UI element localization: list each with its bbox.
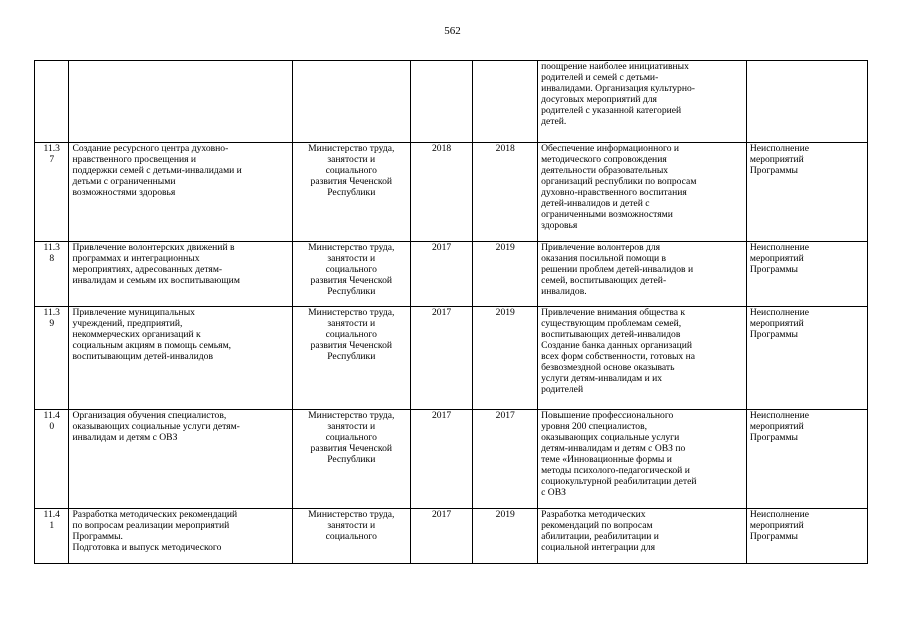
table-row	[35, 509, 868, 564]
cell-end-year	[473, 143, 538, 242]
cell-activity	[69, 242, 292, 307]
cell-text-line: нравственного просвещения и	[72, 154, 197, 165]
cell-text-line: 8	[49, 253, 55, 264]
cell-number	[35, 307, 69, 410]
cell-text-line: теме «Инновационные формы и	[541, 454, 672, 465]
cell-text-line: Создание банка данных организаций	[541, 340, 692, 351]
cell-end-year	[473, 61, 538, 143]
cell-text-line: мероприятий	[749, 253, 804, 264]
cell-text-line: мероприятий	[749, 520, 804, 531]
cell-text-line: развития Чеченской	[310, 176, 393, 187]
cell-number	[35, 61, 69, 143]
cell-text-line: организаций республики по вопросам	[541, 176, 697, 187]
cell-end-year	[473, 410, 538, 509]
cell-text-line: Разработка методических рекомендаций	[72, 509, 238, 520]
cell-start-year	[410, 61, 473, 143]
cell-text-line: социального	[325, 165, 377, 176]
cell-text-line: рекомендаций по вопросам	[541, 520, 653, 531]
cell-text-line: с ОВЗ	[541, 487, 566, 498]
cell-text-line: Привлечение волонтеров для	[541, 242, 661, 253]
cell-text-line: Министерство труда,	[308, 509, 395, 520]
cell-text-line: Министерство труда,	[308, 143, 395, 154]
cell-number	[35, 509, 69, 564]
cell-text-line: 2019	[495, 509, 515, 520]
cell-text-line: родителей с указанной категорией	[541, 105, 682, 116]
program-activities-table	[34, 60, 868, 564]
cell-executor	[292, 143, 410, 242]
cell-text-line: Привлечение внимания общества к	[541, 307, 686, 318]
cell-text-line: абилитации, реабилитации и	[541, 531, 659, 542]
cell-text-line: Республики	[327, 351, 376, 362]
cell-text-line: развития Чеченской	[310, 443, 393, 454]
cell-activity	[69, 307, 292, 410]
cell-text-line: мероприятий	[749, 421, 804, 432]
cell-text-line: методического сопровождения	[541, 154, 667, 165]
cell-consequences	[746, 509, 867, 564]
cell-text-line: Программы	[749, 329, 798, 340]
cell-text-line: 11.3	[43, 143, 60, 154]
cell-text-line: Организация обучения специалистов,	[72, 410, 227, 421]
cell-start-year	[410, 143, 473, 242]
cell-activity	[69, 410, 292, 509]
page-number: 562	[444, 25, 461, 37]
cell-text-line: занятости и	[327, 318, 376, 329]
cell-text-line: Неисполнение	[749, 410, 809, 421]
cell-text-line: духовно-нравственного воспитания	[541, 187, 687, 198]
table-body	[35, 61, 868, 564]
table-row	[35, 307, 868, 410]
cell-text-line: 2017	[431, 410, 452, 421]
cell-executor	[292, 242, 410, 307]
cell-text-line: социального	[325, 531, 377, 542]
cell-text-line: занятости и	[327, 421, 376, 432]
cell-text-line: Подготовка и выпуск методического	[72, 542, 222, 553]
cell-text-line: родителей	[541, 384, 584, 395]
cell-text-line: уровня 200 специалистов,	[541, 421, 647, 432]
cell-text-line: оказания посильной помощи в	[541, 253, 667, 264]
cell-text-line: досуговых мероприятий для	[541, 94, 657, 105]
cell-end-year	[473, 242, 538, 307]
cell-text-line: оказывающих социальные услуги	[541, 432, 680, 443]
cell-text-line: некоммерческих организаций к	[72, 329, 201, 340]
cell-consequences	[746, 410, 867, 509]
cell-expected-result	[538, 242, 747, 307]
cell-text-line: 2017	[431, 307, 452, 318]
cell-consequences	[746, 61, 867, 143]
cell-text-line: 2017	[431, 242, 452, 253]
cell-start-year	[410, 509, 473, 564]
cell-expected-result	[538, 61, 747, 143]
cell-text-line: воспитывающим детей-инвалидов	[72, 351, 213, 362]
cell-text-line: по вопросам реализации мероприятий	[72, 520, 230, 531]
cell-text-line: 11.3	[43, 242, 60, 253]
cell-text-line: безвозмездной основе оказывать	[541, 362, 675, 373]
cell-text-line: Программы	[749, 165, 798, 176]
cell-text-line: 2019	[495, 242, 515, 253]
cell-text-line: социального	[325, 329, 377, 340]
cell-text-line: 9	[49, 318, 55, 329]
cell-text-line: методы психолого-педагогической и	[541, 465, 690, 476]
cell-text-line: инвалидам и семьям их воспитывающим	[72, 275, 240, 286]
cell-expected-result	[538, 410, 747, 509]
cell-text-line: социальным акциям в помощь семьям,	[72, 340, 232, 351]
cell-number	[35, 242, 69, 307]
table-row	[35, 61, 868, 143]
cell-consequences	[746, 143, 867, 242]
cell-text-line: Программы.	[72, 531, 123, 542]
cell-text-line: 1	[49, 520, 55, 531]
cell-executor	[292, 410, 410, 509]
cell-text-line: 2018	[431, 143, 452, 154]
table-row	[35, 143, 868, 242]
cell-number	[35, 410, 69, 509]
cell-text-line: развития Чеченской	[310, 275, 393, 286]
cell-text-line: родителей и семей с детьми-	[541, 72, 659, 83]
cell-text-line: инвалидам и детям с ОВЗ	[72, 432, 178, 443]
cell-activity	[69, 143, 292, 242]
cell-start-year	[410, 307, 473, 410]
cell-expected-result	[538, 143, 747, 242]
cell-executor	[292, 307, 410, 410]
cell-text-line: Министерство труда,	[308, 242, 395, 253]
cell-text-line: мероприятий	[749, 154, 804, 165]
cell-text-line: 2019	[495, 307, 515, 318]
cell-executor	[292, 61, 410, 143]
cell-text-line: занятости и	[327, 253, 376, 264]
cell-text-line: воспитывающих детей-инвалидов	[541, 329, 681, 340]
cell-text-line: Привлечение волонтерских движений в	[72, 242, 235, 253]
cell-end-year	[473, 307, 538, 410]
cell-text-line: детьми с ограниченными	[72, 176, 176, 187]
cell-text-line: 7	[49, 154, 55, 165]
cell-number	[35, 143, 69, 242]
cell-text-line: 11.4	[43, 509, 60, 520]
cell-text-line: оказывающих социальные услуги детям-	[72, 421, 240, 432]
cell-text-line: Республики	[327, 454, 376, 465]
cell-text-line: поощрение наиболее инициативных	[541, 61, 689, 72]
cell-expected-result	[538, 509, 747, 564]
cell-expected-result	[538, 307, 747, 410]
cell-text-line: решении проблем детей-инвалидов и	[541, 264, 694, 275]
cell-text-line: Министерство труда,	[308, 410, 395, 421]
table-row	[35, 410, 868, 509]
cell-text-line: социального	[325, 264, 377, 275]
cell-text-line: 2017	[495, 410, 515, 421]
cell-activity	[69, 61, 292, 143]
cell-text-line: Министерство труда,	[308, 307, 395, 318]
cell-text-line: мероприятиях, адресованных детям-	[72, 264, 223, 275]
cell-text-line: Привлечение муниципальных	[72, 307, 195, 318]
cell-text-line: 11.3	[43, 307, 60, 318]
cell-text-line: Неисполнение	[749, 509, 809, 520]
cell-text-line: 2018	[495, 143, 515, 154]
cell-text-line: Обеспечение информационного и	[541, 143, 680, 154]
cell-text-line: деятельности образовательных	[541, 165, 669, 176]
cell-text-line: 2017	[431, 509, 452, 520]
cell-text-line: Программы	[749, 264, 798, 275]
cell-text-line: Республики	[327, 187, 376, 198]
cell-text-line: программах и интеграционных	[72, 253, 200, 264]
cell-text-line: Неисполнение	[749, 307, 809, 318]
cell-text-line: возможностями здоровья	[72, 187, 176, 198]
cell-text-line: Повышение профессионального	[541, 410, 674, 421]
cell-text-line: Программы	[749, 432, 798, 443]
cell-text-line: всех форм собственности, готовых на	[541, 351, 696, 362]
cell-text-line: социокультурной реабилитации детей	[541, 476, 697, 487]
cell-text-line: существующим проблемам семей,	[541, 318, 682, 329]
cell-text-line: ограниченными возможностями	[541, 209, 673, 220]
cell-executor	[292, 509, 410, 564]
cell-start-year	[410, 410, 473, 509]
cell-activity	[69, 509, 292, 564]
cell-text-line: Неисполнение	[749, 143, 809, 154]
cell-text-line: Создание ресурсного центра духовно-	[72, 143, 229, 154]
cell-text-line: социальной интеграции для	[541, 542, 655, 553]
cell-text-line: Программы	[749, 531, 798, 542]
cell-text-line: инвалидов.	[541, 286, 587, 297]
cell-text-line: детей-инвалидов и детей с	[541, 198, 650, 209]
cell-text-line: инвалидами. Организация культурно-	[541, 83, 695, 94]
cell-consequences	[746, 307, 867, 410]
cell-consequences	[746, 242, 867, 307]
cell-text-line: семей, воспитывающих детей-	[541, 275, 667, 286]
cell-text-line: Неисполнение	[749, 242, 809, 253]
cell-text-line: развития Чеченской	[310, 340, 393, 351]
cell-text-line: мероприятий	[749, 318, 804, 329]
cell-text-line: занятости и	[327, 520, 376, 531]
cell-text-line: услуги детям-инвалидам и их	[541, 373, 663, 384]
table-row	[35, 242, 868, 307]
cell-text-line: поддержки семей с детьми-инвалидами и	[72, 165, 242, 176]
cell-text-line: детям-инвалидам и детям с ОВЗ по	[541, 443, 686, 454]
cell-text-line: Разработка методических	[541, 509, 646, 520]
cell-text-line: занятости и	[327, 154, 376, 165]
cell-text-line: здоровья	[541, 220, 578, 231]
cell-text-line: 11.4	[43, 410, 60, 421]
cell-start-year	[410, 242, 473, 307]
cell-text-line: 0	[49, 421, 55, 432]
cell-text-line: детей.	[541, 116, 567, 127]
cell-text-line: Республики	[327, 286, 376, 297]
cell-end-year	[473, 509, 538, 564]
cell-text-line: социального	[325, 432, 377, 443]
cell-text-line: учреждений, предприятий,	[72, 318, 183, 329]
